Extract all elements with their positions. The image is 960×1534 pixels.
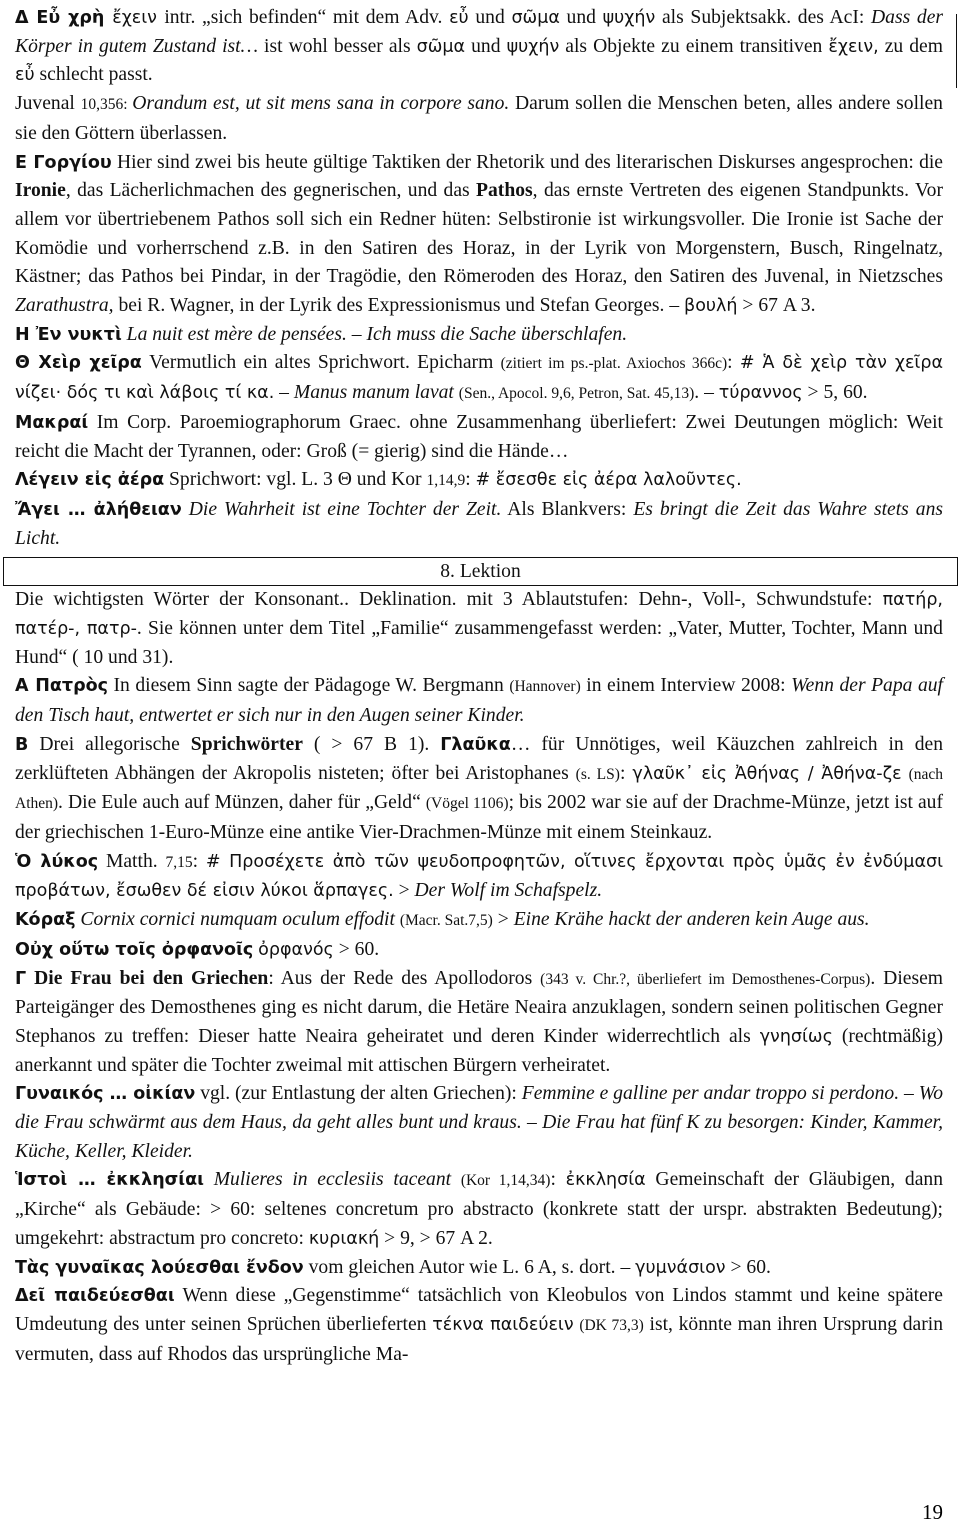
text-run: ἔχειν, [828, 36, 879, 57]
paragraph-b [15, 731, 943, 848]
text-run: Τὰς γυναῖκας λούεσθαι ἔνδον [15, 1257, 304, 1278]
lesson-7-notes [15, 4, 943, 553]
text-run: . – [694, 382, 719, 404]
text-run: Dass der Körper in gutem Zustand ist… [15, 7, 944, 57]
text-run: Vermutlich ein altes Sprichwort. Epicharm [141, 352, 501, 374]
text-run: Der Wolf im Schafspelz. [414, 880, 603, 902]
text-run: > [393, 880, 415, 902]
paragraph-juv [15, 90, 943, 148]
text-run: (zitiert im ps.-plat. Axiochos 366c) [500, 355, 728, 373]
lesson-header: 8. Lektion [3, 557, 958, 586]
paragraph-isto [15, 1166, 943, 1253]
paragraph-gyn [15, 1080, 943, 1166]
text-run: εὖ [449, 8, 469, 28]
paragraph-e [15, 149, 943, 321]
text-run: Eine Krähe hackt der anderen kein Auge aus. [513, 909, 870, 931]
paragraph-intro [15, 586, 943, 672]
text-run: ist, könnte man ihren Ursprung darin vermuten, dass auf Rhodos das ursprüngliche Ma- [15, 1313, 944, 1365]
text-run: γνησίως [759, 1026, 833, 1047]
text-run: La nuit est mère de pensées. – Ich muss die Sache überschlafen. [126, 323, 628, 345]
text-run: , das ernste Vertreten des eigenen Standpunkts. Vor allem vor übertriebenem Pathos soll sich ein Redner hüten: Selbstironie ist wirkungsvoller. Die Ironie ist Sache der Komödie und vorherrschend z.B. in den Satiren des Horaz, in der Lyrik von Morgenstern, Busch, Ringelnatz, Kästner; das Pathos bei Pindar, in der Tragödie, den Römeroden des Horaz, den Satiren des Juvenal, in Nietzsches [15, 180, 943, 288]
text-run: . Sie können unter dem Titel „Familie“ zusammengefasst werden: „Vater, Mutter, Tochter, Mann und Hund“ ( 10 und 31). [15, 618, 943, 668]
text-run: (Hannover) [509, 678, 581, 696]
text-run: πατήρ, πατέρ-, πατρ- [15, 590, 943, 640]
text-run: Δεῖ παιδεύεσθαι [15, 1286, 175, 1307]
text-run: τέκνα παιδεύειν [432, 1314, 574, 1335]
text-run: Manus manum lavat [293, 382, 454, 404]
text-run: σῶμα [511, 8, 560, 28]
text-run: als Objekte zu einem transitiven [559, 35, 829, 57]
paragraph-kor [15, 906, 943, 936]
text-run: Γ [15, 968, 27, 989]
text-run: intr. „sich befinden“ mit dem Adv. [164, 7, 450, 28]
text-run: ἔχειν [112, 8, 165, 28]
paragraph-g [15, 965, 943, 1081]
text-run: 10,356: [80, 96, 133, 114]
paragraph-a [15, 672, 943, 730]
text-run: Ὁ λύκος [15, 851, 99, 872]
text-run: (Macr. Sat.7,5) [399, 912, 493, 930]
text-run: : [192, 850, 206, 872]
text-run: (s. LS) [575, 765, 620, 783]
text-run: Ἄγει … ἀλήθειαν [15, 499, 182, 520]
text-run: Cornix cornici numquam oculum effodit [80, 909, 395, 931]
margin-rule [956, 14, 957, 88]
text-run: κυριακή [308, 1228, 380, 1249]
text-run: Zarathustra, [15, 295, 114, 317]
paragraph-agei [15, 496, 943, 553]
text-run: zu dem [878, 35, 943, 57]
text-run: ( > 67 B 1). [302, 733, 441, 755]
paragraph-orph [15, 936, 943, 965]
lesson-8-notes [15, 586, 943, 1369]
text-run: Sprichwörter [190, 733, 303, 755]
text-run: in einem Interview 2008: [580, 675, 792, 697]
text-run: Ironie [15, 180, 66, 202]
text-run: # Προσέχετε ἀπὸ τῶν ψευδοπροφητῶν, οἵτινες ἔρχονται πρὸς ὑμᾶς ἐν ἐνδύμασι προβάτων, ἔσωθεν δέ εἰσιν λύκοι ἅρπαγες. [15, 851, 943, 902]
text-run: ist wohl besser als [258, 35, 417, 57]
text-run: Als Blankvers: [501, 498, 634, 520]
text-run: > [492, 909, 514, 931]
text-run: > 60. [333, 938, 380, 960]
text-run: Γλαῦκα [440, 734, 511, 755]
text-run: # ἔσεσθε εἰς ἀέρα λαλοῦντες. [475, 470, 742, 491]
paragraph-makr [15, 409, 943, 466]
text-run: . Diesem Parteigänger des Demosthenes ging es nicht darum, die Hetäre Neaira anzuklagen, sondern seinen politischen Gegner Stephanos zu treffen: Dieser hatte Neaira geheiratet und deren Kinder widerrechtlich als [15, 967, 944, 1047]
text-run: Im Corp. Paroemiographorum Graec. ohne Zusammenhang überliefert: Zwei Deutungen möglich: Weit reicht die Macht der Tyrannen, oder: Groß (= gierig) sind die Hände… [15, 411, 943, 462]
text-run: Η Ἐν νυκτὶ [15, 324, 122, 345]
text-run: βουλή [684, 296, 738, 317]
text-run: Οὐχ οὕτω τοῖς ὀρφανοῖς [15, 939, 254, 960]
text-run: . Die Eule auch auf Münzen, daher für „Geld“ [58, 792, 426, 814]
text-run: Hier sind zwei bis heute gültige Taktiken der Rhetorik und des literarischen Diskurses angesprochen: die [111, 151, 944, 173]
text-run: Matth. [98, 850, 166, 872]
text-run [26, 968, 34, 989]
text-run: Λέγειν εἰς ἀέρα [15, 470, 165, 491]
text-run: : [550, 1169, 566, 1191]
text-run: 7,15 [165, 853, 193, 871]
text-run: Θ Χεὶρ χεῖρα [15, 353, 142, 374]
text-run: # Ἁ δὲ χεὶρ τὰν χεῖρα νίζει· δός τι καὶ λάβοις τί κα. [15, 353, 943, 404]
text-run: ψυχήν [506, 36, 560, 57]
text-run: Wenn diese „Gegenstimme“ tatsächlich von Kleobulos von Lindos stammt und keine spätere Umdeutung des unter seinen Sprüchen überlieferten [15, 1285, 943, 1335]
text-run: 1,14,9 [426, 472, 466, 490]
text-run: schlecht passt. [34, 64, 153, 86]
text-run [182, 499, 189, 520]
text-run: Ε Γοργίου [15, 152, 112, 173]
text-run: als Subjektsakk. des AcI: [655, 7, 872, 28]
text-run: bei R. Wagner, in der Lyrik des Expressionismus und Stefan Georges. – [113, 295, 685, 317]
text-run: : [727, 352, 740, 374]
page-number: 19 [922, 1500, 943, 1524]
paragraph-dei [15, 1282, 943, 1369]
text-run: : [465, 469, 476, 491]
text-run: … für Unnötiges, weil Käuzchen zahlreich in den zerklüfteten Abhängen der Akropolis nisteten; öfter bei Aristophanes [15, 733, 944, 784]
text-run: In diesem Sinn sagte der Pädagoge W. Bergmann [108, 675, 510, 697]
text-run: > 60. [725, 1256, 771, 1278]
text-run: (DK 73,3) [579, 1316, 644, 1334]
text-run: γλαῦκ᾽ εἰς Ἀθήνας / Ἀθήνα-ζε [632, 763, 902, 784]
text-run: Gemeinschaft der Gläubigen, dann „Kirche“ als Gebäude: > 60: seltenes concretum pro abstracto (konkrete statt der urspr. abstrakten Bedeutung); umgekehrt: abstractum pro concreto: [15, 1169, 944, 1249]
text-run: Juvenal [15, 93, 81, 115]
paragraph-leg [15, 466, 943, 496]
text-run: und [465, 35, 507, 57]
paragraph-tas [15, 1254, 943, 1283]
text-run: Γυναικός … οἰκίαν [15, 1084, 196, 1105]
text-run: vom gleichen Autor wie L. 6 A, s. dort. – [303, 1256, 636, 1278]
text-run: Femmine e galline per andar troppo si perdono. – Wo die Frau schwärmt aus dem Haus, da geht alles bunt und kraus. – Die Frau hat fünf K zu besorgen: Kinder, Kammer, Küche, Keller, Kleider. [15, 1083, 944, 1162]
text-run: Darum sollen die Menschen beten, alles andere sollen sie den Göttern überlassen. [15, 93, 943, 144]
document-page [15, 4, 943, 1369]
text-run: Ἱστοὶ … ἐκκλησίαι [15, 1170, 204, 1191]
text-run: ψυχήν [602, 8, 656, 28]
text-run: γυμνάσιον [635, 1257, 726, 1278]
text-run: und [559, 7, 603, 28]
text-run: Μακραί [15, 412, 89, 433]
text-run: (Kor 1,14,34) [460, 1172, 551, 1190]
text-run: : Aus der Rede des Apollodoros [268, 967, 541, 989]
text-run: Κόραξ [15, 910, 76, 931]
text-run: Mulieres in ecclesiis taceant [213, 1169, 452, 1191]
text-run: (nach Athen) [15, 765, 943, 813]
text-run: ἐκκλησία [565, 1170, 646, 1191]
text-run: > 5, 60. [802, 382, 868, 404]
text-run: σῶμα [416, 36, 466, 57]
text-run: Orandum est, ut sit mens sana in corpore sano. [132, 93, 510, 115]
text-run: Die Wahrheit ist eine Tochter der Zeit. [188, 498, 502, 520]
text-run: Sprichwort: vgl. L. 3 Θ und Kor [164, 469, 427, 491]
text-run: vgl. (zur Entlastung der alten Griechen): [195, 1083, 522, 1105]
text-run: Wenn der Papa auf den Tisch haut, entwertet er sich nur in den Augen seiner Kinder. [15, 675, 943, 727]
text-run: (Sen., Apocol. 9,6, Petron, Sat. 45,13) [458, 385, 695, 403]
text-run: Die wichtigsten Wörter der Konsonant.. Deklination. mit 3 Ablautstufen: Dehn-, Voll-, Schwundstufe: [15, 589, 883, 611]
text-run: > 9, > 67 A 2. [379, 1227, 493, 1249]
text-run: Es bringt die Zeit das Wahre stets ans Licht. [15, 498, 943, 549]
text-run [204, 1169, 214, 1190]
paragraph-th [15, 349, 943, 408]
text-run [451, 1169, 461, 1190]
text-run: Drei allegorische [28, 733, 191, 755]
text-run: : [619, 762, 633, 784]
text-run: Pathos [476, 180, 533, 202]
paragraph-h [15, 321, 943, 350]
text-run: τύραννος [718, 383, 803, 404]
text-run: ὀρφανός [258, 939, 334, 960]
text-run: Α Πατρὸς [15, 676, 109, 697]
text-run: (343 v. Chr.?, überliefert im Demosthenes-Corpus) [540, 970, 871, 988]
text-run: Δ Εὖ χρὴ [15, 8, 113, 28]
text-run [902, 763, 909, 784]
text-run: (Vögel 1106) [425, 795, 509, 813]
text-run: – [274, 382, 294, 404]
paragraph-d [15, 4, 943, 90]
text-run: und [468, 7, 512, 28]
paragraph-lyk [15, 848, 943, 906]
text-run: (rechtmäßig) anerkannt und später die Tochter zweimal mit attischen Bürgern verheiratet. [15, 1025, 943, 1076]
text-run: εὖ [15, 65, 35, 86]
text-run: ; bis 2002 war sie auf der Drachme-Münze, jetzt ist auf der griechischen 1-Euro-Münze eine antike Vier-Drachmen-Münze mit einem Steinkauz. [15, 792, 943, 843]
text-run: Β [15, 734, 29, 755]
text-run: > 67 A 3. [737, 295, 816, 317]
text-run: Die Frau bei den Griechen [34, 967, 269, 989]
text-run: , das Lächerlichmachen des gegnerischen, und das [65, 180, 477, 202]
